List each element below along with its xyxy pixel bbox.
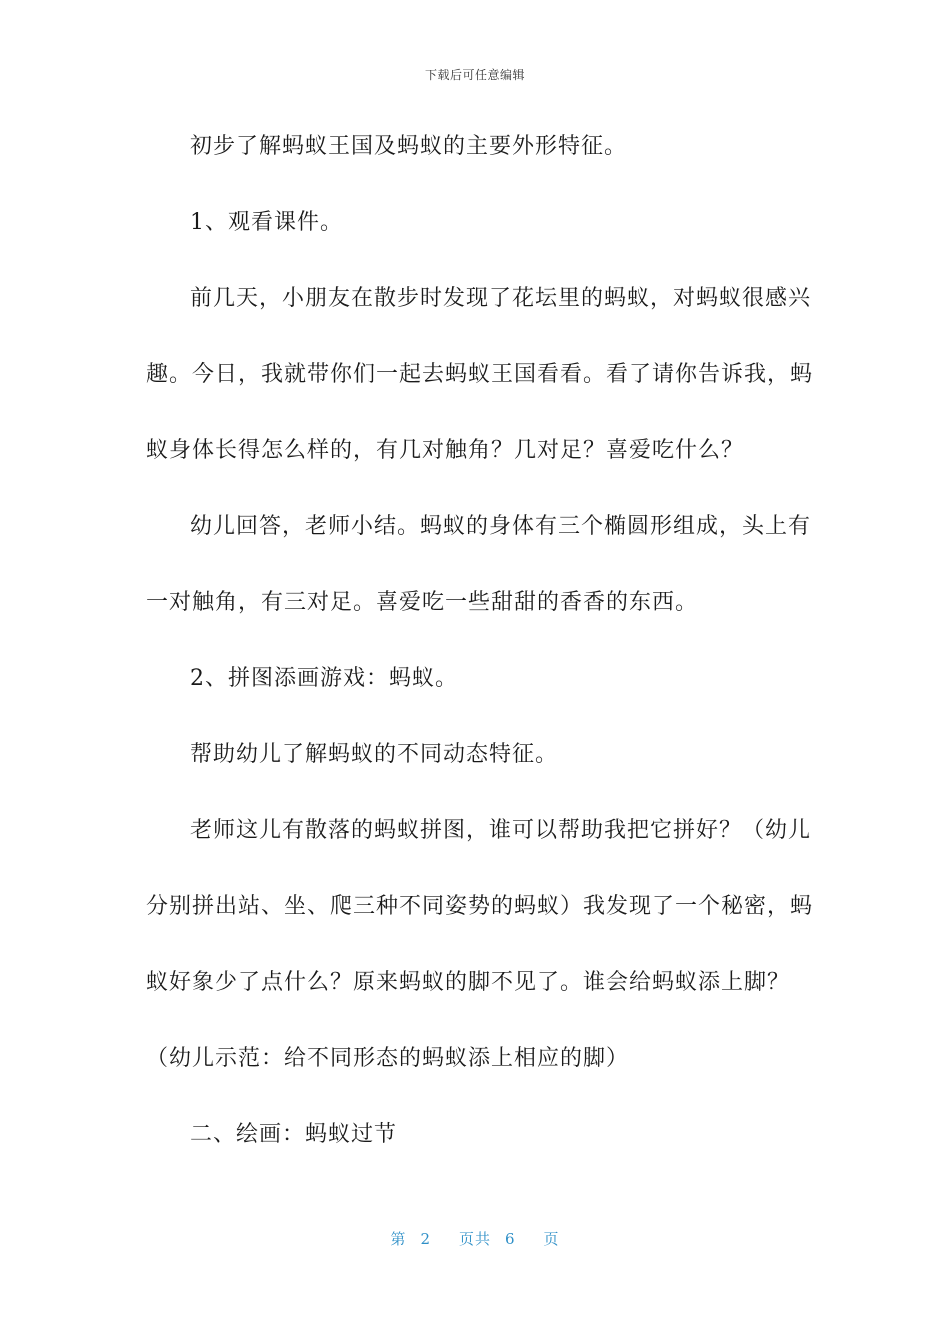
footer-prefix: 第 — [390, 1230, 407, 1248]
paragraph-line: 一对触角，有三对足。喜爱吃一些甜甜的香香的东西。 — [146, 590, 699, 615]
paragraph-line: 趣。今日，我就带你们一起去蚂蚁王国看看。看了请你告诉我，蚂 — [146, 362, 814, 387]
paragraph-line: 老师这儿有散落的蚂蚁拼图，谁可以帮助我把它拼好？（幼儿 — [190, 818, 812, 843]
paragraph-line: 帮助幼儿了解蚂蚁的不同动态特征。 — [190, 742, 559, 767]
paragraph-line: 1、观看课件。 — [190, 210, 343, 235]
paragraph-line: 初步了解蚂蚁王国及蚂蚁的主要外形特征。 — [190, 134, 628, 159]
footer-total-pages: 6 — [505, 1230, 516, 1248]
footer-middle: 页共 — [458, 1230, 491, 1248]
paragraph-line: 幼儿回答，老师小结。蚂蚁的身体有三个椭圆形组成，头上有 — [190, 514, 812, 539]
footer-current-page: 2 — [420, 1230, 431, 1248]
paragraph-line: 2、拼图添画游戏：蚂蚁。 — [190, 666, 458, 691]
paragraph-line: 前几天，小朋友在散步时发现了花坛里的蚂蚁，对蚂蚁很感兴 — [190, 286, 812, 311]
paragraph-line: 蚁好象少了点什么？原来蚂蚁的脚不见了。谁会给蚂蚁添上脚？ — [146, 970, 791, 995]
paragraph-line: 蚁身体长得怎么样的，有几对触角？几对足？喜爱吃什么？ — [146, 438, 745, 463]
paragraph-line: （幼儿示范：给不同形态的蚂蚁添上相应的脚） — [146, 1046, 630, 1071]
footer-suffix: 页 — [543, 1230, 560, 1248]
page-header: 下载后可任意编辑 — [424, 68, 525, 82]
document-body — [146, 128, 814, 1192]
page-footer — [0, 1228, 950, 1249]
paragraph-line: 二、绘画：蚂蚁过节 — [190, 1122, 398, 1147]
paragraph-line: 分别拼出站、坐、爬三种不同姿势的蚂蚁）我发现了一个秘密，蚂 — [146, 894, 814, 919]
